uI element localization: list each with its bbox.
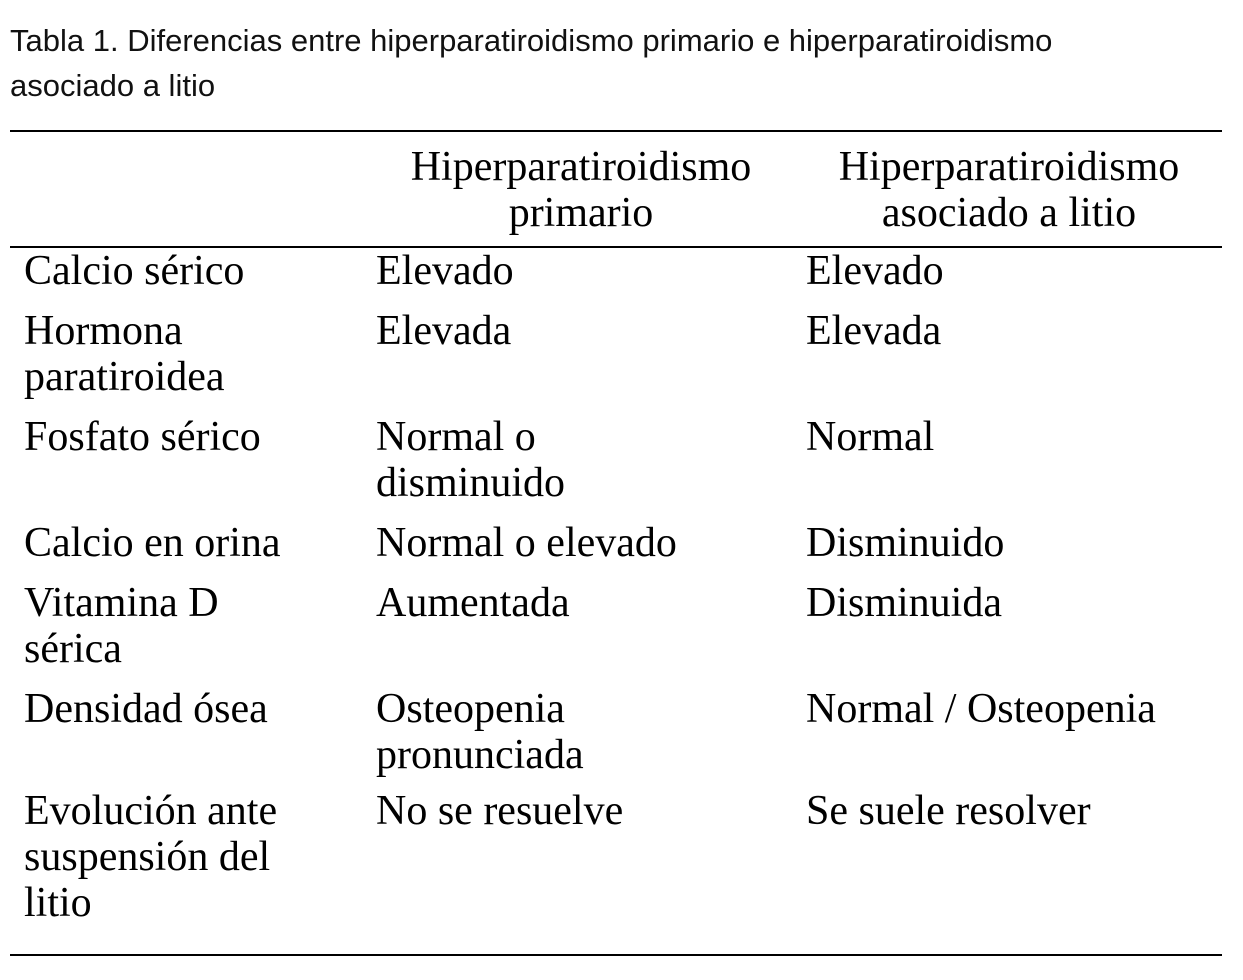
primary-value: Elevada	[376, 308, 512, 354]
primary-value	[366, 672, 796, 778]
row-label	[10, 778, 366, 926]
lithium-value: Normal / Osteopenia	[806, 686, 1156, 732]
header-primary-label: Hiperparatiroidismo primario	[410, 144, 752, 236]
row-label	[10, 294, 366, 400]
row-label: Densidad ósea	[24, 686, 268, 732]
table-row	[10, 672, 1222, 778]
primary-value	[366, 400, 796, 506]
lithium-value: Se suele resolver	[806, 788, 1091, 834]
table-row	[10, 294, 1222, 400]
caption-line-2: asociado a litio	[10, 68, 216, 103]
header-empty-cell	[10, 132, 366, 236]
row-label-text: Vitamina D sérica	[24, 580, 219, 672]
table-bottom-rule	[10, 954, 1222, 956]
primary-value: Aumentada	[376, 580, 570, 626]
lithium-value: Elevada	[806, 308, 942, 354]
lithium-value: Disminuido	[806, 520, 1005, 566]
row-label	[10, 566, 366, 672]
header-lithium	[796, 132, 1222, 236]
lithium-value: Disminuida	[806, 580, 1002, 626]
table-row	[10, 778, 1222, 926]
table-caption	[10, 18, 1235, 108]
caption-line-1: Tabla 1. Diferencias entre hiperparatiroidismo primario e hiperparatiroidismo	[10, 23, 1053, 58]
row-label-text: Hormona paratiroidea	[24, 308, 225, 400]
header-lithium-label: Hiperparatiroidismo asociado a litio	[838, 144, 1180, 236]
row-label: Calcio sérico	[24, 248, 245, 294]
table-row	[10, 236, 1222, 294]
table-row	[10, 400, 1222, 506]
table-header-row	[10, 132, 1222, 236]
row-label-text: Evolución ante suspensión del litio	[24, 788, 278, 926]
comparison-table	[10, 132, 1222, 926]
lithium-value: Elevado	[806, 248, 944, 294]
lithium-value: Normal	[806, 414, 935, 460]
primary-value-text: Normal o disminuido	[376, 414, 566, 506]
table-row	[10, 566, 1222, 672]
row-label: Calcio en orina	[24, 520, 281, 566]
primary-value-text: Osteopenia pronunciada	[376, 686, 584, 778]
table-row	[10, 506, 1222, 566]
primary-value: Elevado	[376, 248, 514, 294]
primary-value: Normal o elevado	[376, 520, 677, 566]
primary-value: No se resuelve	[376, 788, 624, 834]
row-label: Fosfato sérico	[24, 414, 261, 460]
header-primary	[366, 132, 796, 236]
